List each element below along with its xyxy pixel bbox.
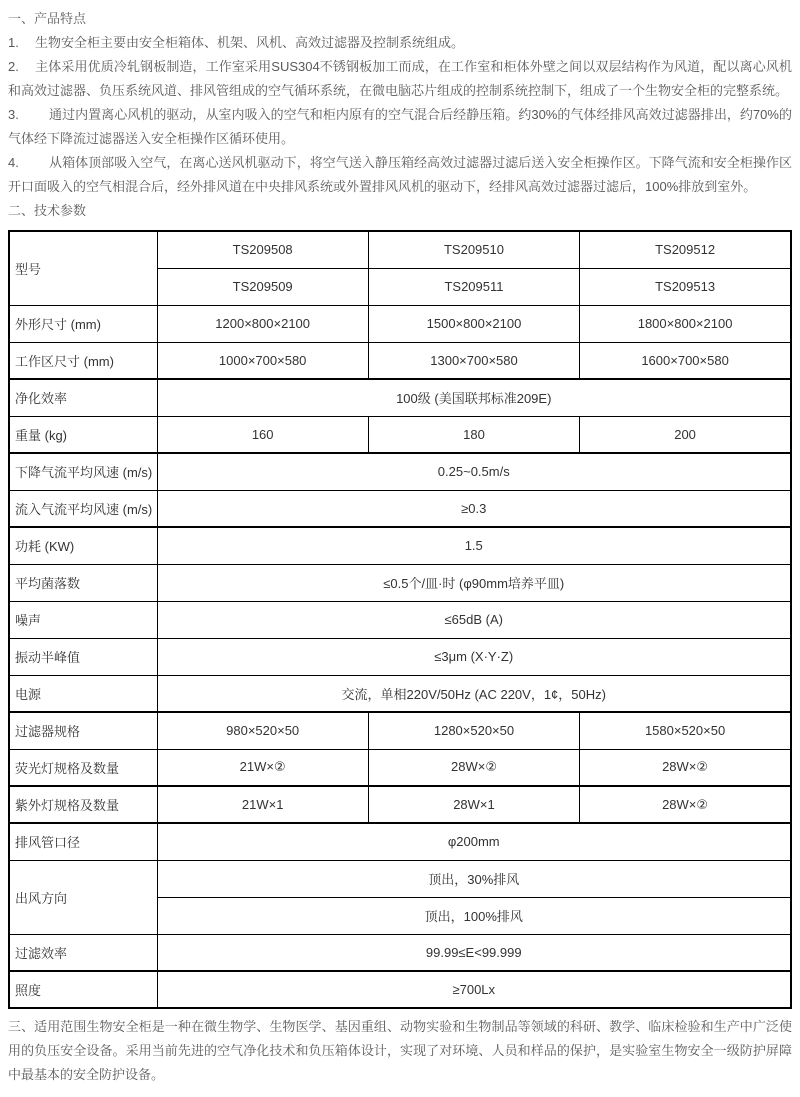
model-number-cell: TS209510 bbox=[368, 231, 579, 268]
section-heading-features: 一、产品特点 bbox=[8, 11, 87, 26]
param-value-cell: 28W×② bbox=[580, 786, 791, 823]
spec-row-cleanliness bbox=[9, 379, 791, 416]
spec-row-work-area bbox=[9, 342, 791, 379]
feature-item-text: 生物安全柜主要由安全柜箱体、机架、风机、高效过滤器及控制系统组成。 bbox=[35, 35, 465, 50]
param-value-cell: 1300×700×580 bbox=[368, 342, 579, 379]
specs-table bbox=[8, 230, 792, 1009]
param-label-cell: 排风管口径 bbox=[9, 823, 157, 860]
param-value-cell: 1800×800×2100 bbox=[580, 305, 791, 342]
feature-item-number: 4. bbox=[8, 155, 19, 170]
spec-row-colony-count bbox=[9, 564, 791, 601]
param-value-cell: 21W×② bbox=[157, 749, 368, 786]
param-value-cell: 28W×② bbox=[368, 749, 579, 786]
spec-row-exhaust-duct-diameter bbox=[9, 823, 791, 860]
spec-row-uv-lamp bbox=[9, 786, 791, 823]
param-value-cell: 顶出，30%排风 bbox=[157, 860, 791, 897]
param-value-cell: 100级 (美国联邦标准209E) bbox=[157, 379, 791, 416]
param-value-cell: 1000×700×580 bbox=[157, 342, 368, 379]
spec-row-filter-size bbox=[9, 712, 791, 749]
model-number-cell: TS209511 bbox=[368, 268, 579, 305]
feature-item-number: 3. bbox=[8, 107, 19, 122]
param-value-cell: 1280×520×50 bbox=[368, 712, 579, 749]
feature-item-text: 主体采用优质冷轧钢板制造，工作室采用SUS304不锈钢板加工而成，在工作室和柜体外壁之间以双层结构作为风道，配以离心风机和高效过滤器、负压系统风道、排风管组成的空气循环系统，在微电脑芯片组成的控制系统控制下，组成了一个生物安全柜的完整系统。 bbox=[8, 59, 792, 98]
section-heading-specs: 二、技术参数 bbox=[8, 203, 87, 218]
model-number-cell: TS209508 bbox=[157, 231, 368, 268]
feature-item-1 bbox=[8, 31, 792, 55]
spec-row-illuminance bbox=[9, 971, 791, 1008]
param-value-cell: ≤65dB (A) bbox=[157, 601, 791, 638]
param-value-cell: 28W×② bbox=[580, 749, 791, 786]
spec-row-weight bbox=[9, 416, 791, 453]
param-label-cell: 照度 bbox=[9, 971, 157, 1008]
param-value-cell: 1200×800×2100 bbox=[157, 305, 368, 342]
param-label-cell: 外形尺寸 (mm) bbox=[9, 305, 157, 342]
param-value-cell: 28W×1 bbox=[368, 786, 579, 823]
param-value-cell: ≤0.5个/皿·时 (φ90mm培养平皿) bbox=[157, 564, 791, 601]
param-label-cell: 过滤效率 bbox=[9, 934, 157, 971]
param-label-cell: 出风方向 bbox=[9, 860, 157, 934]
spec-row-noise bbox=[9, 601, 791, 638]
spec-row-inflow-velocity bbox=[9, 490, 791, 527]
spec-row-downflow-velocity bbox=[9, 453, 791, 490]
param-value-cell: 1600×700×580 bbox=[580, 342, 791, 379]
feature-item-text: 从箱体顶部吸入空气，在离心送风机驱动下，将空气送入静压箱经高效过滤器过滤后送入安全柜操作区。下降气流和安全柜操作区开口面吸入的空气相混合后，经外排风道在中央排风系统或外置排风风机的驱动下，经排风高效过滤器过滤后，100%排放到室外。 bbox=[8, 155, 792, 194]
param-label-cell: 振动半峰值 bbox=[9, 638, 157, 675]
param-label-cell: 流入气流平均风速 (m/s) bbox=[9, 490, 157, 527]
feature-item-4 bbox=[8, 151, 792, 199]
param-label-cell: 净化效率 bbox=[9, 379, 157, 416]
spec-row-vibration bbox=[9, 638, 791, 675]
feature-item-number: 2. bbox=[8, 59, 19, 74]
spec-row-airflow-direction-1 bbox=[9, 860, 791, 897]
param-value-cell: ≤3μm (X·Y·Z) bbox=[157, 638, 791, 675]
param-label-cell: 荧光灯规格及数量 bbox=[9, 749, 157, 786]
param-label-cell: 平均菌落数 bbox=[9, 564, 157, 601]
param-label-cell: 重量 (kg) bbox=[9, 416, 157, 453]
spec-row-filtration-efficiency bbox=[9, 934, 791, 971]
model-number-cell: TS209512 bbox=[580, 231, 791, 268]
feature-item-text: 通过内置离心风机的驱动，从室内吸入的空气和柜内原有的空气混合后经静压箱。约30%的气体经排风高效过滤器排出，约70%的气体经下降流过滤器送入安全柜操作区循环使用。 bbox=[8, 107, 792, 146]
param-value-cell: 21W×1 bbox=[157, 786, 368, 823]
model-number-cell: TS209513 bbox=[580, 268, 791, 305]
param-label-cell: 噪声 bbox=[9, 601, 157, 638]
param-value-cell: 交流，单相220V/50Hz (AC 220V，1¢，50Hz) bbox=[157, 675, 791, 712]
model-number-cell: TS209509 bbox=[157, 268, 368, 305]
param-label-cell: 电源 bbox=[9, 675, 157, 712]
feature-item-2 bbox=[8, 55, 792, 103]
spec-row-dimensions bbox=[9, 305, 791, 342]
param-value-cell: 1.5 bbox=[157, 527, 791, 564]
param-value-cell: 99.99≤E<99.999 bbox=[157, 934, 791, 971]
param-value-cell: 顶出，100%排风 bbox=[157, 897, 791, 934]
spec-row-fluorescent-lamp bbox=[9, 749, 791, 786]
param-value-cell: 0.25~0.5m/s bbox=[157, 453, 791, 490]
feature-item-number: 1. bbox=[8, 35, 19, 50]
param-label-cell: 过滤器规格 bbox=[9, 712, 157, 749]
param-label-model: 型号 bbox=[9, 231, 157, 305]
feature-item-3 bbox=[8, 103, 792, 151]
param-value-cell: 1500×800×2100 bbox=[368, 305, 579, 342]
table-row-model-1 bbox=[9, 231, 791, 268]
param-value-cell: ≥700Lx bbox=[157, 971, 791, 1008]
param-value-cell: 1580×520×50 bbox=[580, 712, 791, 749]
param-value-cell: 980×520×50 bbox=[157, 712, 368, 749]
section-scope-paragraph: 三、适用范围生物安全柜是一种在微生物学、生物医学、基因重组、动物实验和生物制品等领域的科研、教学、临床检验和生产中广泛使用的负压安全设备。采用当前先进的空气净化技术和负压箱体设计，实现了对环境、人员和样品的保护，是实验室生物安全一级防护屏障中最基本的安全防护设备。 bbox=[8, 1019, 792, 1082]
spec-row-power bbox=[9, 527, 791, 564]
spec-row-power-supply bbox=[9, 675, 791, 712]
param-label-cell: 工作区尺寸 (mm) bbox=[9, 342, 157, 379]
param-label-cell: 下降气流平均风速 (m/s) bbox=[9, 453, 157, 490]
param-label-cell: 功耗 (KW) bbox=[9, 527, 157, 564]
param-value-cell: 180 bbox=[368, 416, 579, 453]
param-value-cell: ≥0.3 bbox=[157, 490, 791, 527]
param-value-cell: 160 bbox=[157, 416, 368, 453]
param-value-cell: 200 bbox=[580, 416, 791, 453]
param-value-cell: φ200mm bbox=[157, 823, 791, 860]
param-label-cell: 紫外灯规格及数量 bbox=[9, 786, 157, 823]
